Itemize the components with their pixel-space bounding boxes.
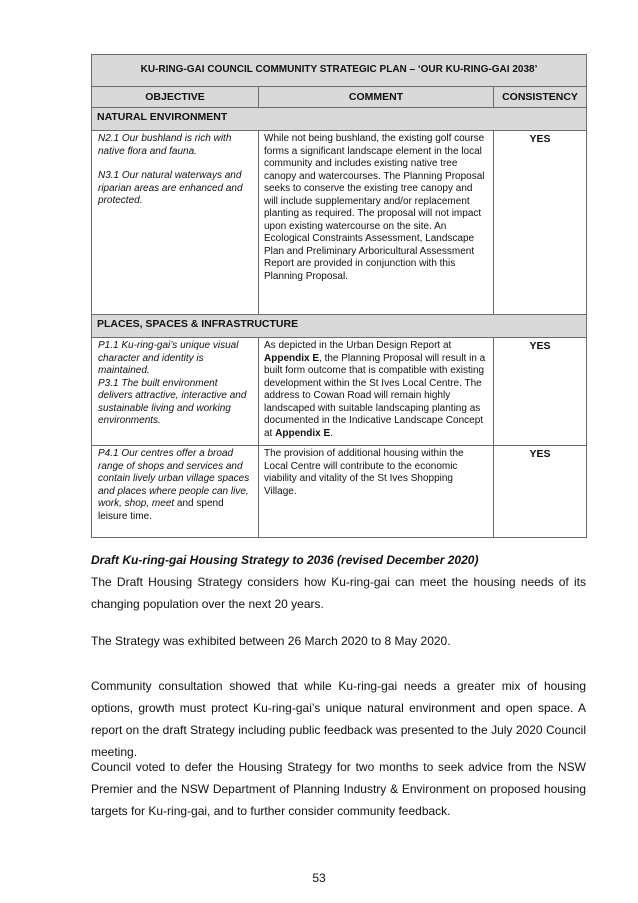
table-title: KU-RING-GAI COUNCIL COMMUNITY STRATEGIC PLAN – ‘OUR KU-RING-GAI 2038’ xyxy=(92,55,587,87)
objective-text: P1.1 Ku-ring-gai’s unique visual character and identity is maintained. xyxy=(98,340,239,376)
comment-cell: The provision of additional housing within the Local Centre will contribute to the economic viability and vitality of the St Ives Shopping Village. xyxy=(259,446,494,538)
header-objective: OBJECTIVE xyxy=(92,87,259,108)
paragraph: Community consultation showed that while Ku-ring-gai needs a greater mix of housing options, growth must protect Ku-ring-gai’s unique natural environment and open space. A report on the draft Strategy including public feedback was presented to the July 2020 Council meeting. xyxy=(91,679,586,759)
table-row xyxy=(92,338,587,446)
strategic-plan-table xyxy=(91,54,587,538)
strategy-heading: Draft Ku-ring-gai Housing Strategy to 2036 (revised December 2020) xyxy=(91,553,479,567)
objective-cell xyxy=(92,446,259,538)
consistency-cell: YES xyxy=(494,338,587,446)
paragraph: Council voted to defer the Housing Strategy for two months to seek advice from the NSW Premier and the NSW Department of Planning Industry & Environment on proposed housing targets for Ku-ring-gai, and to further consider community feedback. xyxy=(91,760,586,818)
comment-text: As depicted in the Urban Design Report at xyxy=(264,340,452,351)
consistency-cell: YES xyxy=(494,446,587,538)
objective-text: N3.1 Our natural waterways and riparian areas are enhanced and protected. xyxy=(98,170,243,206)
comment-text: . xyxy=(330,427,333,439)
comment-cell xyxy=(259,338,494,446)
paragraph: The Draft Housing Strategy considers how Ku-ring-gai can meet the housing needs of its changing population over the next 20 years. xyxy=(91,575,586,611)
objective-text: N2.1 Our bushland is rich with native flora and fauna. xyxy=(98,133,232,157)
objective-cell xyxy=(92,338,259,446)
appendix-reference: Appendix E xyxy=(275,427,331,439)
objective-text: P3.1 The built environment delivers attractive, interactive and sustainable living and working environments. xyxy=(98,377,247,426)
appendix-reference: Appendix E xyxy=(264,352,320,364)
objective-text: and spend leisure time. xyxy=(98,498,224,522)
objective-text: P4.1 Our centres offer a broad range of shops and services and contain lively urban village spaces and places where people can live, work, shop, xyxy=(98,448,250,509)
paragraph: The Strategy was exhibited between 26 March 2020 to 8 May 2020. xyxy=(91,634,451,648)
comment-cell: While not being bushland, the existing golf course forms a significant landscape element in the local community and includes existing native tree canopy and watercourses. The Planning Proposal seeks to conserve the existing tree canopy and will include supplementary and/or replacement planting as required. The proposal will not impact upon existing watercourse on the site. An Ecological Constraints Assessment, Landscape Plan and Preliminary Arboricultural Assessment Report are provided in conjunction with this Planning Proposal. xyxy=(259,131,494,315)
table-row xyxy=(92,131,587,315)
page-number: 53 xyxy=(312,871,326,885)
header-consistency: CONSISTENCY xyxy=(494,87,587,108)
objective-text: meet xyxy=(151,498,175,509)
section-places-spaces-infrastructure: PLACES, SPACES & INFRASTRUCTURE xyxy=(92,315,587,338)
section-natural-environment: NATURAL ENVIRONMENT xyxy=(92,108,587,131)
comment-text: , the Planning Proposal will result in a built form outcome that is compatible with existing development within the St Ives Local Centre. The address to Cowan Road will remain highly landscaped with suitable landscaping planting as documented in the Indicative Landscape Concept at xyxy=(264,352,486,439)
consistency-cell: YES xyxy=(494,131,587,315)
header-comment: COMMENT xyxy=(259,87,494,108)
table-row xyxy=(92,446,587,538)
objective-cell xyxy=(92,131,259,315)
